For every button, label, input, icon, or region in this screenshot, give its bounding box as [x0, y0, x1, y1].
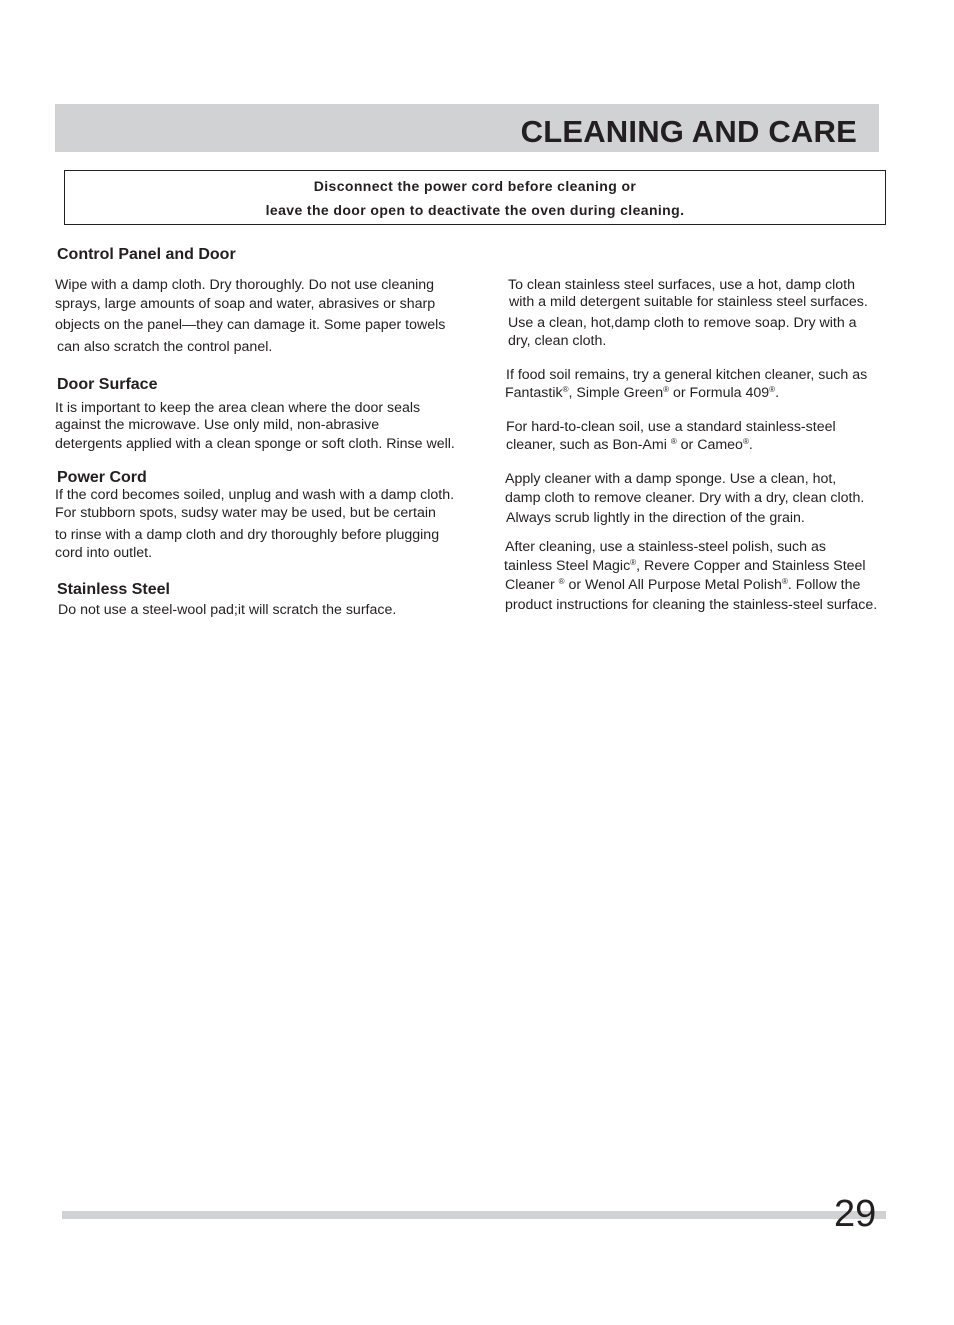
- stainless-cleaning-text: Use a clean, hot,damp cloth to remove soap. Dry with a: [508, 315, 857, 331]
- hard-soil-brands-text: cleaner, such as Bon-Ami ® or Cameo®.: [506, 437, 753, 453]
- power-cord-text: For stubborn spots, sudsy water may be used, but be certain: [55, 505, 436, 521]
- door-surface-text: detergents applied with a clean sponge or soft cloth. Rinse well.: [55, 436, 455, 452]
- page-title: CLEANING AND CARE: [520, 114, 857, 149]
- warning-box: [64, 170, 886, 225]
- power-cord-text: If the cord becomes soiled, unplug and wash with a damp cloth.: [55, 487, 455, 503]
- apply-cleaner-text: Apply cleaner with a damp sponge. Use a clean, hot,: [505, 471, 837, 487]
- food-soil-text: If food soil remains, try a general kitchen cleaner, such as: [506, 367, 868, 383]
- polish-text: product instructions for cleaning the stainless-steel surface.: [505, 597, 878, 613]
- page-number: 29: [834, 1193, 877, 1235]
- apply-cleaner-text: damp cloth to remove cleaner. Dry with a dry, clean cloth.: [505, 490, 865, 506]
- door-surface-text: It is important to keep the area clean where the door seals: [55, 400, 421, 416]
- stainless-cleaning-text: dry, clean cloth.: [508, 333, 607, 349]
- control-panel-text: can also scratch the control panel.: [57, 339, 273, 355]
- door-surface-text: against the microwave. Use only mild, non-abrasive: [55, 417, 380, 433]
- power-cord-text: cord into outlet.: [55, 545, 153, 561]
- warning-line-1: Disconnect the power cord before cleaning or: [313, 178, 637, 194]
- hard-soil-text: For hard-to-clean soil, use a standard stainless-steel: [506, 419, 836, 435]
- power-cord-heading: Power Cord: [57, 469, 147, 486]
- warning-line-2: leave the door open to deactivate the oven during cleaning.: [265, 202, 685, 218]
- polish-brands-text: tainless Steel Magic®, Revere Copper and Stainless Steel: [504, 558, 866, 574]
- stainless-steel-heading: Stainless Steel: [57, 581, 170, 598]
- stainless-cleaning-text: with a mild detergent suitable for stainless steel surfaces.: [509, 294, 868, 310]
- polish-text: After cleaning, use a stainless-steel polish, such as: [505, 539, 826, 555]
- apply-cleaner-text: Always scrub lightly in the direction of the grain.: [506, 510, 805, 526]
- control-panel-heading: Control Panel and Door: [57, 246, 236, 263]
- stainless-steel-text: Do not use a steel-wool pad;it will scratch the surface.: [58, 602, 397, 618]
- footer-rule: [62, 1211, 886, 1219]
- control-panel-text: Wipe with a damp cloth. Dry thoroughly. Do not use cleaning: [55, 277, 435, 293]
- control-panel-text: sprays, large amounts of soap and water, abrasives or sharp: [55, 296, 436, 312]
- stainless-cleaning-text: To clean stainless steel surfaces, use a hot, damp cloth: [508, 277, 855, 293]
- power-cord-text: to rinse with a damp cloth and dry thoroughly before plugging: [55, 527, 440, 543]
- door-surface-heading: Door Surface: [57, 376, 158, 393]
- cleaner-brands-text: Fantastik®, Simple Green® or Formula 409®.: [505, 385, 780, 401]
- polish-brands-text: Cleaner ® or Wenol All Purpose Metal Polish®. Follow the: [505, 577, 861, 593]
- control-panel-text: objects on the panel—they can damage it. Some paper towels: [55, 317, 446, 333]
- header-band: [55, 104, 879, 152]
